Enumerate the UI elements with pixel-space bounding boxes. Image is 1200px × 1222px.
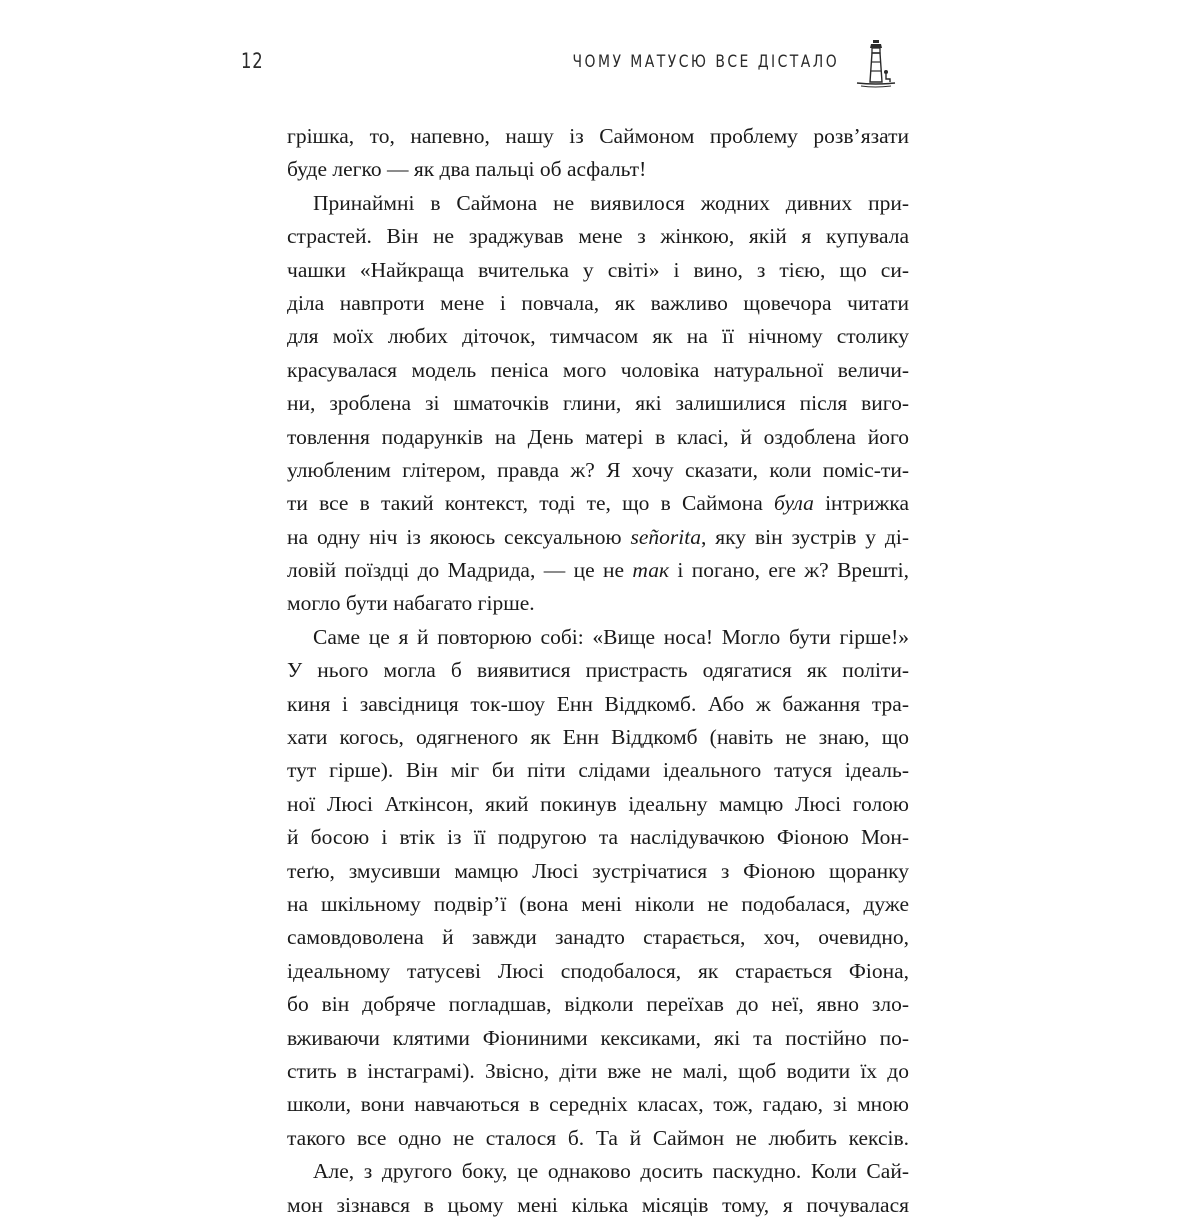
text-line: хати когось, одягненого як Енн Віддкомб (навіть не знаю, що [287,725,909,750]
text-line [287,521,909,554]
book-title: ЧОМУ МАТУСЮ ВСЕ ДІСТАЛО [572,52,839,72]
lighthouse-figure-icon [853,38,897,90]
text-line [287,487,909,520]
text-line: буде легко — як два пальці об асфальт! [287,157,647,182]
text-line: страстей. Він не зраджував мене з жінкою, якій я купувала [287,224,909,249]
text-line: грішка, то, напевно, нашу із Саймоном проблему розв’язати [287,124,909,148]
text-line: Принаймні в Саймона не виявилося жодних дивних при- [313,190,909,215]
text-line: такого все одно не сталося б. Та й Саймон не любить кексів. [287,1125,909,1150]
page-number: 12 [241,49,264,73]
line-fragment: на одну ніч із якоюсь сексуальною [287,524,631,549]
text-line: школи, вони навчаються в середніх класах, тож, гадаю, зі мною [287,1092,909,1117]
line-fragment: , яку він зустрів у ді- [701,524,909,549]
body-text [287,120,909,1222]
line-fragment: інтрижка [813,491,909,516]
text-line: улюбленим глітером, правда ж? Я хочу сказати, коли поміс-ти- [287,457,909,482]
italic-word: так [632,558,670,583]
line-fragment: ловій поїздці до Мадрида, — це не [287,558,633,583]
text-line: теґю, змусивши мамцю Люсі зустрічатися з Фіоною щоранку [287,858,909,883]
text-line: діла навпроти мене і повчала, як важливо щовечора читати [287,290,909,315]
text-line: тут гірше). Він міг би піти слідами ідеального татуся ідеаль- [287,758,909,783]
text-line: вживаючи клятими Фіониними кексиками, які та постійно по- [287,1025,909,1050]
text-line: мон зізнався в цьому мені кілька місяців тому, я почувалася [287,1192,909,1217]
running-head [241,38,911,90]
text-line [287,554,909,587]
line-fragment: і погано, еге ж? Врешті, [669,558,910,583]
text-line: ідеальному татусеві Люсі сподобалося, як старається Фіона, [287,958,909,983]
italic-word: була [773,491,814,516]
line-fragment: ти все в такий контекст, тоді те, що в Саймона [287,491,774,516]
text-line: товлення подарунків на День матері в класі, й оздоблена його [287,424,909,449]
text-line: ної Люсі Аткінсон, який покинув ідеальну мамцю Люсі голою [287,791,909,816]
text-line: киня і завсідниця ток-шоу Енн Віддкомб. Або ж бажання тра- [287,691,909,716]
text-line: ни, зроблена зі шматочків глини, які залишилися після виго- [287,391,909,416]
text-line: на шкільному подвір’ї (вона мені ніколи не подобалася, дуже [287,891,909,916]
text-line: самовдоволена й завжди занадто старається, хоч, очевидно, [287,925,909,950]
text-line: могло бути набагато гірше. [287,591,535,616]
text-line: У нього могла б виявитися пристрасть одягатися як політи- [287,658,909,683]
text-line: Саме це я й повторюю собі: «Вище носа! Могло бути гірше!» [313,624,909,649]
text-line: й босою і втік із її подругою та наслідувачкою Фіоною Мон- [287,825,909,850]
text-line: бо він добряче погладшав, відколи переїхав до неї, явно зло- [287,992,909,1017]
text-line: Але, з другого боку, це однаково досить паскудно. Коли Сай- [313,1159,909,1184]
text-line: чашки «Найкраща вчителька у світі» і вино, з тією, що си- [287,257,909,282]
text-line: стить в інстаграмі). Звісно, діти вже не малі, щоб водити їх до [287,1058,909,1083]
text-line: красувалася модель пеніса мого чоловіка натуральної величи- [287,357,909,382]
italic-word: señorita [630,524,701,549]
text-line: для моїх любих діточок, тимчасом як на її нічному столику [287,324,909,349]
